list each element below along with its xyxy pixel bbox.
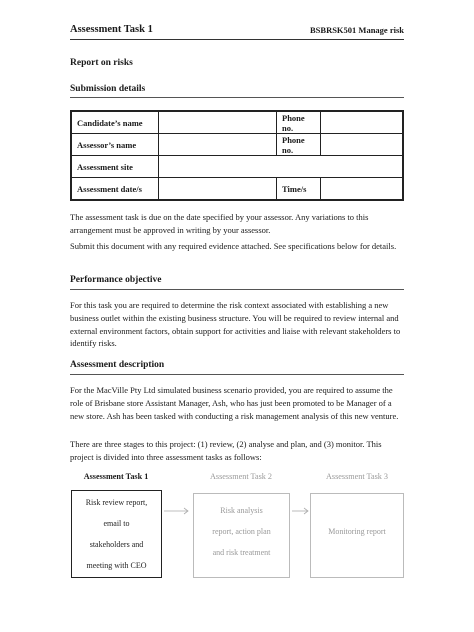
table-row <box>71 134 403 156</box>
task-2-box <box>193 493 290 578</box>
description-heading: Assessment description <box>70 360 165 370</box>
candidate-name-field[interactable] <box>159 111 277 134</box>
stage-label-task-1: Assessment Task 1 <box>83 472 149 481</box>
candidate-phone-field[interactable] <box>321 111 404 134</box>
task-3-label: Monitoring report <box>328 527 386 536</box>
assessor-phone-field[interactable] <box>321 134 404 156</box>
assessor-phone-label: Phone no. <box>277 134 321 156</box>
submission-details-table <box>70 110 404 201</box>
submit-paragraph: Submit this document with any required evidence attached. See specifications below for details. <box>70 241 397 251</box>
description-paragraph: For the MacVille Pty Ltd simulated business scenario provided, you are required to assume the role of Brisbane store Assistant Manager, Ash, who has just been promoted to be Manager of a new store. Ash has been tasked with conducting a risk management analysis of this new venture. <box>70 385 399 421</box>
task-2-line: Risk analysis <box>220 506 263 515</box>
arrow-right-icon <box>292 507 310 515</box>
assessor-name-label: Assessor’s name <box>71 134 159 156</box>
task-1-line: meeting with CEO <box>86 561 147 570</box>
header-divider <box>70 39 404 40</box>
task-1-box <box>71 490 162 578</box>
task-2-line: and risk treatment <box>212 548 271 557</box>
page-header <box>70 24 404 40</box>
arrow-right-icon <box>164 507 190 515</box>
assessment-dates-field[interactable] <box>159 178 277 201</box>
stage-label-task-2: Assessment Task 2 <box>209 472 273 481</box>
performance-paragraph: For this task you are required to determine the risk context associated with establishing a new business outlet within the existing business structure. You will be required to review internal and external environment factors, obtain support for activities and liaise with relevant stakeholders to identify risks. <box>70 300 401 349</box>
task-3-box <box>310 493 404 578</box>
due-date-paragraph: The assessment task is due on the date specified by your assessor. Any variations to this arrangement must be approved in writing by your assessor. <box>70 212 369 235</box>
header-task-title: Assessment Task 1 <box>70 24 153 35</box>
task-1-line: Risk review report, <box>85 498 148 507</box>
stage-label-task-3: Assessment Task 3 <box>325 472 389 481</box>
times-field[interactable] <box>321 178 404 201</box>
table-row <box>71 178 403 201</box>
performance-heading: Performance objective <box>70 275 162 285</box>
submission-heading: Submission details <box>70 84 146 94</box>
submission-heading-rule <box>70 97 404 98</box>
stages-paragraph: There are three stages to this project: (1) review, (2) analyse and plan, and (3) monitor. This project is divided into three assessment tasks as follows: <box>70 439 382 462</box>
header-unit-code: BSBRSK501 Manage risk <box>310 25 404 35</box>
assessor-name-field[interactable] <box>159 134 277 156</box>
task-1-line: email to <box>103 519 130 528</box>
task-2-line: report, action plan <box>212 527 271 536</box>
candidate-name-label: Candidate’s name <box>71 111 159 134</box>
table-row <box>71 156 403 178</box>
description-heading-rule <box>70 374 404 375</box>
performance-heading-rule <box>70 289 404 290</box>
task-1-line: stakeholders and <box>89 540 144 549</box>
assessment-site-label: Assessment site <box>71 156 159 178</box>
times-label: Time/s <box>277 178 321 201</box>
assessment-dates-label: Assessment date/s <box>71 178 159 201</box>
table-row <box>71 111 403 134</box>
assessment-site-field[interactable] <box>159 156 404 178</box>
page-title: Report on risks <box>70 58 133 68</box>
candidate-phone-label: Phone no. <box>277 111 321 134</box>
